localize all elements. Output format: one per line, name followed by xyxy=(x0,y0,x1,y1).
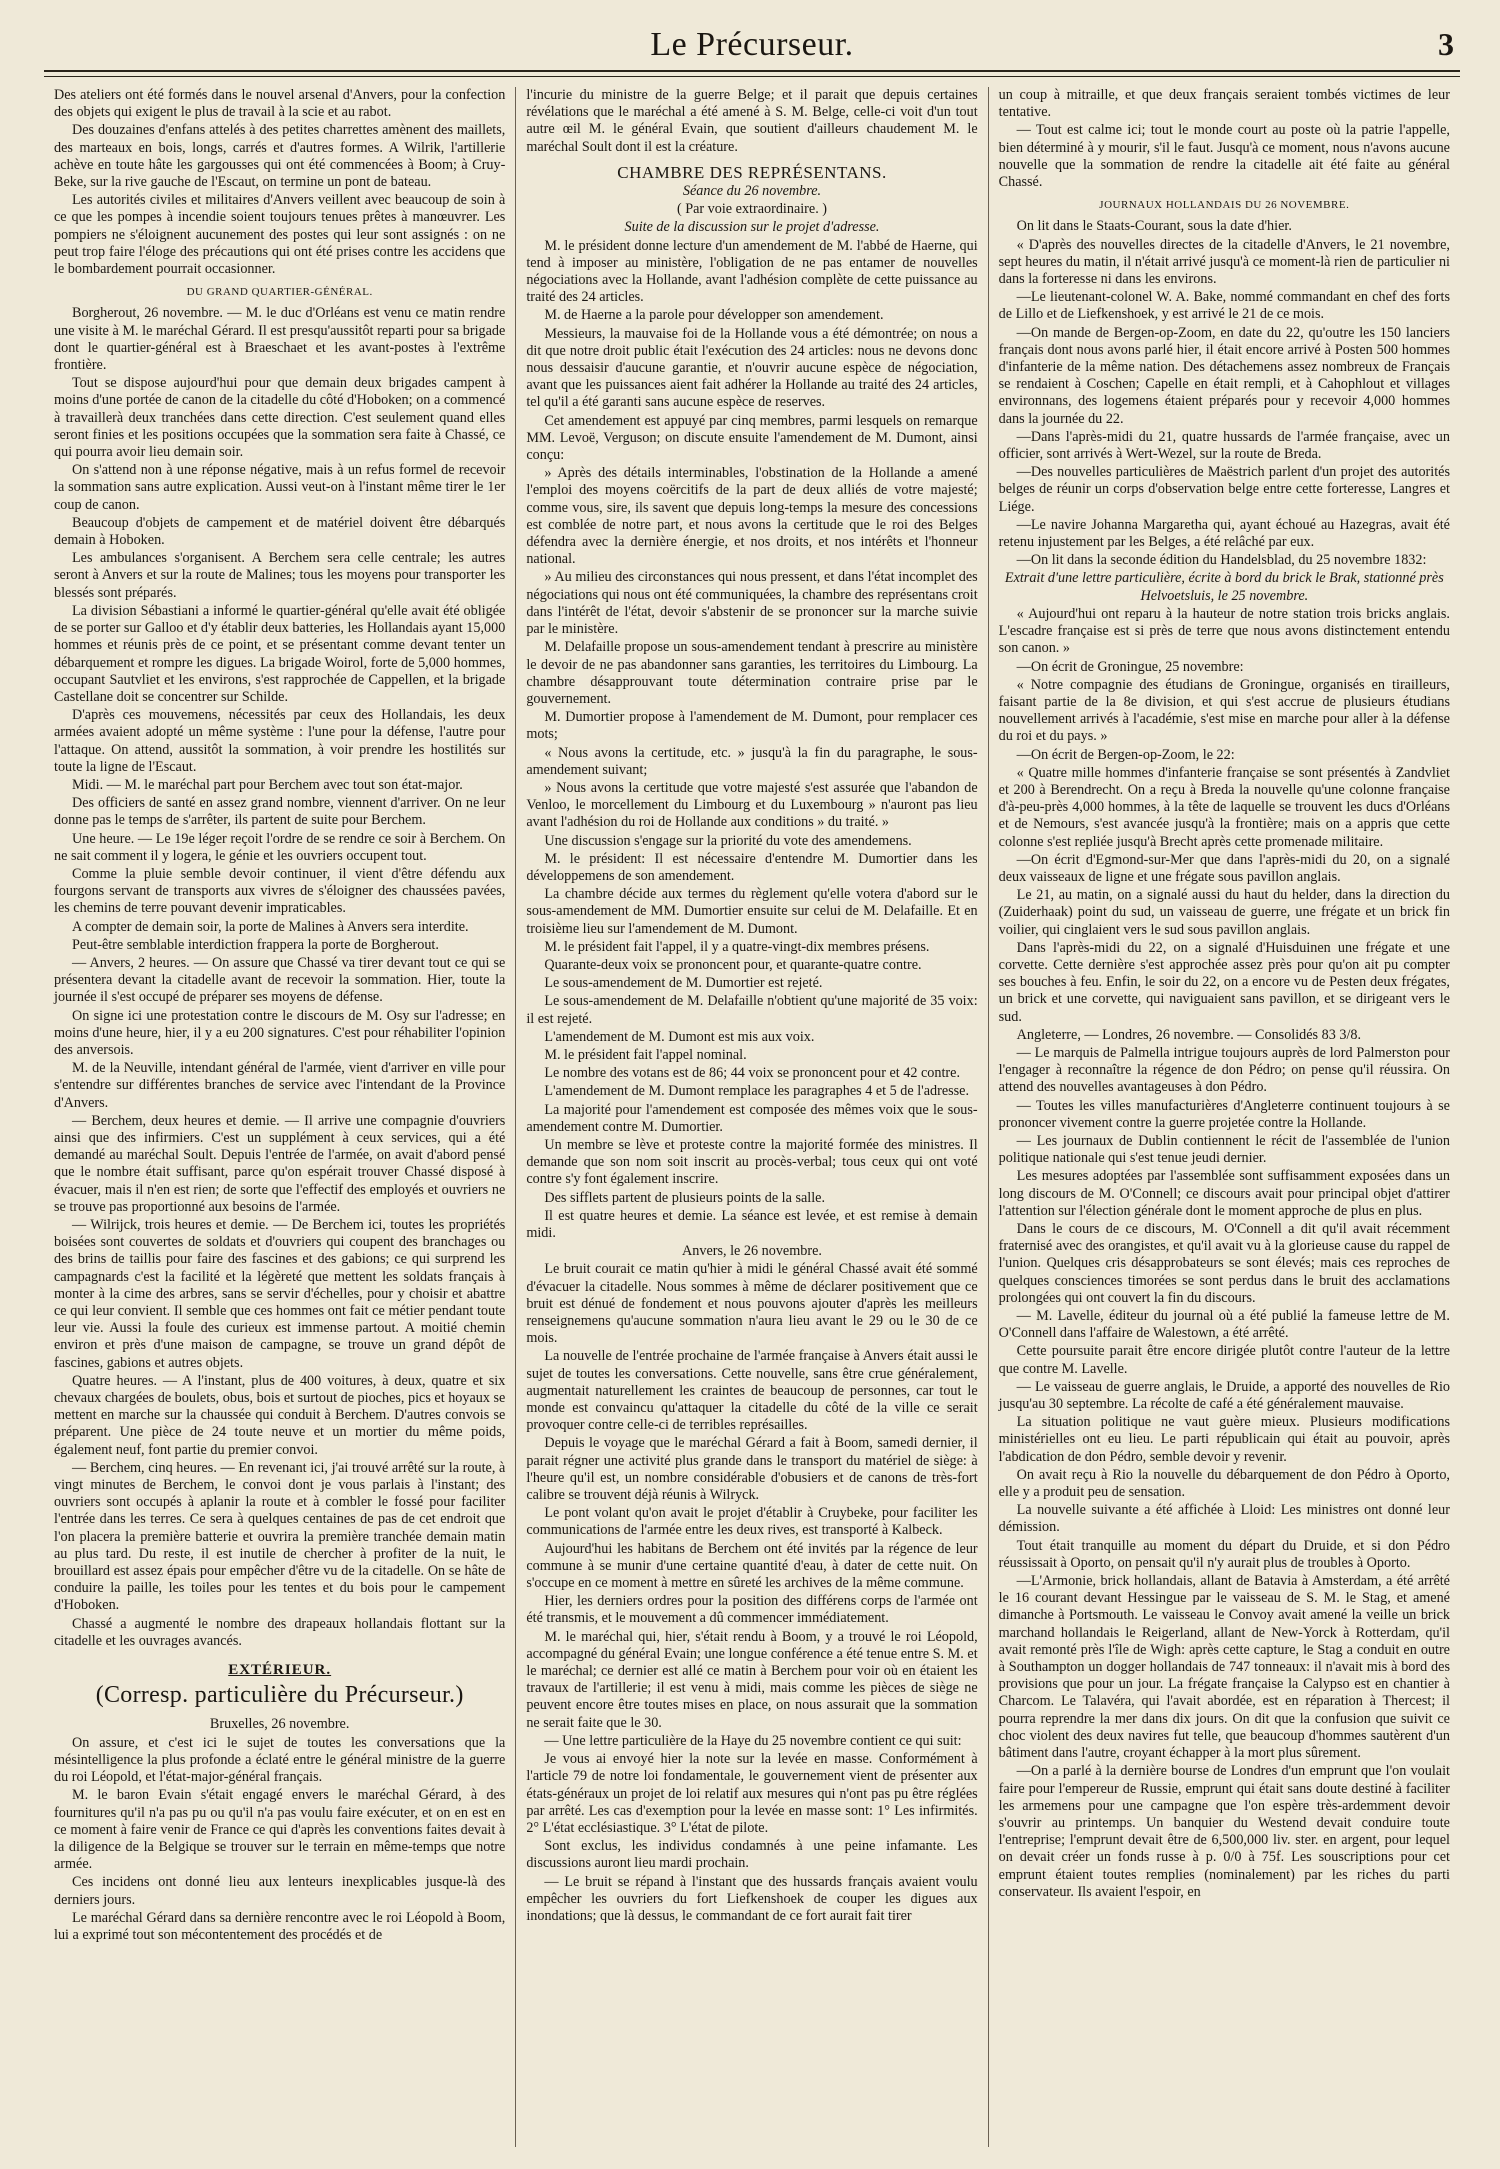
paragraph: Angleterre, — Londres, 26 novembre. — Consolidés 83 3/8. xyxy=(1016,1026,1362,1043)
dateline: Anvers, le 26 novembre. xyxy=(682,1243,822,1260)
paragraph: Une discussion s'engage sur la priorité du vote des amendemens. xyxy=(544,832,912,849)
paragraph: —On lit dans la seconde édition du Handelsblad, du 25 novembre 1832: xyxy=(1016,552,1427,569)
paragraph: Dans le cours de ce discours, M. O'Connell a dit qu'il avait récemment fraternisé avec des orangistes, et qu'il avait vu à la glorieuse cause du rappel de l'union. Quelques cris désapprobateurs se sont élevés; mais ces reproches de quelques consciences timorées se sont perdus dans le bruit des acclamations prolongées qui ont couvert la fin du discours. xyxy=(998,1221,1450,1306)
column-3 xyxy=(988,87,1460,2147)
paragraph: Tout se dispose aujourd'hui pour que demain deux brigades campent à moins d'une portée de canon de la citadelle du côté d'Hoboken; on a commencé à travaillerà deux tranchées dans cette direction. C'est seulement quand elles seront finies et les positions occupées que la sommation sera faite à Chassé, ce qui pourra avoir lieu demain soir. xyxy=(54,375,506,461)
paragraph: Quatre heures. — A l'instant, plus de 400 voitures, à deux, quatre et six chevaux chargées de boulets, obus, bois et surtout de pioches, pics et hoyaux se mettent en marche sur la chaussée qui conduit à Berchem. D'autres convois se préparent. Une pièce de 24 toute neuve et un mortier du même poids, également neuf, font partie du premier convoi. xyxy=(54,1372,506,1458)
paragraph: Le maréchal Gérard dans sa dernière rencontre avec le roi Léopold à Boom, lui a exprimé tout son mécontentement des procédés et de xyxy=(54,1909,506,1943)
paragraph: Depuis le voyage que le maréchal Gérard a fait à Boom, samedi dernier, il parait régner une activité plus grande dans le transport du matériel de siège: à l'heure qu'il est, un nombre considérable d'obusiers et de canons de très-fort calibre se trouvent déjà réunis à Wilryck. xyxy=(526,1435,978,1504)
paragraph: Ces incidens ont donné lieu aux lenteurs inexplicables jusque-là des derniers jours. xyxy=(54,1874,506,1908)
paragraph: « Quatre mille hommes d'infanterie française se sont présentés à Zandvliet et 200 à Berendrecht. On a reçu à Breda la nouvelle qu'une colonne française d'à-peu-près 4,000 hommes, à la tête de laquelle se trouvent les ducs d'Orléans et de Nemours, s'est avancée jusqu'à la frontière; mais on a appris que cette colonne s'est repliée jusqu'à Brecht après cette promenade militaire. xyxy=(998,764,1450,850)
paragraph: —Le navire Johanna Margaretha qui, ayant échoué au Hazegras, avait été retenu injustement par les Belges, a été relâché par eux. xyxy=(998,516,1450,551)
paragraph: l'incurie du ministre de la guerre Belge; et il parait que depuis certaines révélations que le maréchal a été amené à S. M. Belge, celle-ci voit d'un tout autre œil M. le général Evain, que soutient d'ailleurs chaudement M. le maréchal Soult dont il est la créature. xyxy=(526,87,978,155)
paragraph: Cet amendement est appuyé par cinq membres, parmi lesquels on remarque MM. Levoë, Verguson; on discute ensuite l'amendement de M. Dumont, ainsi conçu: xyxy=(526,412,978,464)
paragraph: » Nous avons la certitude que votre majesté s'est assurée que l'abandon de Venloo, le morcellement du Limbourg et du Luxembourg » n'auront pas lieu avant l'adhésion du roi de Hollande aux conditions » du traité. » xyxy=(526,779,978,831)
paragraph: La nouvelle de l'entrée prochaine de l'armée française à Anvers était aussi le sujet de toutes les conversations. Cette nouvelle, sans être crue généralement, augmentait naturellement les craintes de beaucoup de personnes, car tout le monde est convaincu qu'attaquer la citadelle du côté de la ville ce serait provoquer contre celle-ci de terribles représailles. xyxy=(526,1348,978,1434)
masthead-rule xyxy=(44,72,1460,77)
session-date: Séance du 26 novembre. xyxy=(682,183,822,200)
paragraph: Borgherout, 26 novembre. — M. le duc d'Orléans est venu ce matin rendre une visite à M. le maréchal Gérard. Il est presqu'aussitôt reparti pour sa brigade dont le quartier-général est à Braeschaet et les avant-postes à l'extrême frontière. xyxy=(54,305,506,374)
column-2 xyxy=(515,87,987,2147)
paragraph: Le nombre des votans est de 86; 44 voix se prononcent pour et 42 contre. xyxy=(544,1065,960,1082)
paragraph: Le sous-amendement de M. Delafaille n'obtient qu'une majorité de 35 voix: il est rejeté. xyxy=(526,993,978,1027)
paragraph: » Après des détails interminables, l'obstination de la Hollande a amené l'emploi des moyens coërcitifs de la part de deux alliés de votre majesté; comme vous, sire, ils savent que depuis long-temps la mesure des concessions est comblée de notre part, et nous avons la certitude que le roi des Belges défendra avec la dernière énergie, et nos droits, et nos intérêts et l'honneur national. xyxy=(526,465,978,568)
paragraph: — Anvers, 2 heures. — On assure que Chassé va tirer devant tout ce qui se présentera devant la citadelle avant de recevoir la sommation. Hier, toute la journée il s'est occupé de préparer ses moyens de défense. xyxy=(54,954,506,1006)
session-note: ( Par voie extraordinaire. ) xyxy=(676,201,828,218)
paragraph: Des sifflets partent de plusieurs points de la salle. xyxy=(544,1189,825,1206)
paragraph: —Dans l'après-midi du 21, quatre hussards de l'armée française, avec un officier, sont arrivés à Wert-Wezel, sur la route de Breda. xyxy=(998,428,1450,463)
paragraph: Tout était tranquille au moment du départ du Druide, et si don Pédro réussissait à Oporto, on pensait qu'il n'y aurait plus de troubles à Oporto. xyxy=(998,1537,1450,1571)
paragraph: —On écrit de Bergen-op-Zoom, le 22: xyxy=(1016,746,1235,763)
paragraph: Les ambulances s'organisent. A Berchem sera celle centrale; les autres seront à Anvers et sur la route de Malines; tous les moyens pour transporter les blessés sont préparés. xyxy=(54,550,506,601)
paragraph: — Une lettre particulière de la Haye du 25 novembre contient ce qui suit: xyxy=(544,1732,962,1749)
paragraph: Le sous-amendement de M. Dumortier est rejeté. xyxy=(544,975,823,992)
column-1 xyxy=(44,87,515,2147)
paragraph: — Les journaux de Dublin contiennent le récit de l'assemblée de l'union politique nationale qui s'est tenue jeudi dernier. xyxy=(998,1132,1450,1167)
paragraph: —On écrit de Groningue, 25 novembre: xyxy=(1016,658,1244,675)
paragraph: La nouvelle suivante a été affichée à Lloid: Les ministres ont donné leur démission. xyxy=(998,1502,1450,1536)
paragraph: Les autorités civiles et militaires d'Anvers veillent avec beaucoup de soin à ce que les pompes à incendie soient toujours tenues prêtes à manœuvrer. Les pompiers ne s'éloignent aucunement des postes qui leur sont assignés : on ne peut trop faire l'éloge des précautions qui ont été prises contre les accidens que le bombardement pourrait occasionner. xyxy=(54,192,506,278)
paragraph: Cette poursuite parait être encore dirigée plutôt contre l'auteur de la lettre que contre M. Lavelle. xyxy=(998,1343,1450,1377)
paragraph: Des ateliers ont été formés dans le nouvel arsenal d'Anvers, pour la confection des objets qui exigent le plus de travail à la scie et au rabot. xyxy=(54,87,506,121)
paragraph: — Berchem, cinq heures. — En revenant ici, j'ai trouvé arrêté sur la route, à vingt minutes de Berchem, le convoi dont je vous parlais à l'instant; des ouvriers sont occupés à aplanir la route et à combler le fossé pour faciliter l'entrée dans les terres. Ce sera à quelques centaines de pas de cet endroit que l'on placera la première batterie et ouvrira la première tranchée demain matin au plus tard. Du reste, il est inutile de chercher à profiter de la nuit, le brouillard est assez épais pour empêcher d'être vu de la citadelle. On se hâte de conduire la paille, les toiles pour les tentes et du bois pour le campement d'Hoboken. xyxy=(54,1459,506,1614)
paragraph: La division Sébastiani a informé le quartier-général qu'elle avait été obligée de se porter sur Galloo et d'y établir deux batteries, les Hollandais ayant 15,000 hommes et réunis près de ce point, et se présentant comme devant tenter un débarquement et rompre les digues. La brigade Woirol, forte de 5,000 hommes, occupant Sautvliet et les environs, s'est rapprochée de Cappellen, et la brigade Castellane doit se concentrer sur Schilde. xyxy=(54,602,506,705)
paragraph: L'amendement de M. Dumont remplace les paragraphes 4 et 5 de l'adresse. xyxy=(544,1083,969,1100)
paragraph: Une heure. — Le 19e léger reçoit l'ordre de se rendre ce soir à Berchem. On ne sait comment il y logera, le génie et les ouvriers occupent tout. xyxy=(54,830,506,864)
paragraph: Hier, les derniers ordres pour la position des différens corps de l'armée ont été transmis, et le mouvement a dû commencer immédiatement. xyxy=(526,1593,978,1627)
letter-heading: Extrait d'une lettre particulière, écrite à bord du brick le Brak, stationné près Helvoetsluis, le 25 novembre. xyxy=(1004,570,1444,604)
paragraph: M. le président: Il est nécessaire d'entendre M. Dumortier dans les développemens de son amendement. xyxy=(526,850,978,884)
correspondence-heading: (Corresp. particulière du Précurseur.) xyxy=(95,1682,464,1709)
paragraph: Comme la pluie semble devoir continuer, il vient d'être défendu aux fourgons servant de transports aux vivres de s'éloigner des chaussées pavées, les chemins de terre pouvant devenir impraticables. xyxy=(54,865,506,917)
paragraph: M. le baron Evain s'était engagé envers le maréchal Gérard, à des fournitures qu'il n'a pas pu ou qu'il n'a pas voulu faire exécuter, et on en est en ce moment à faire venir de France ce qui d'après les conventions faites devait à la diligence de la Belgique se trouver sur le terrain en même-temps que notre armée. xyxy=(54,1787,506,1873)
paragraph: On s'attend non à une réponse négative, mais à un refus formel de recevoir la sommation sans autre explication. Aussi veut-on à l'instant même tirer le 1er coup de canon. xyxy=(54,462,506,513)
paragraph: Il est quatre heures et demie. La séance est levée, et est remise à demain midi. xyxy=(526,1207,978,1241)
paragraph: La majorité pour l'amendement est composée des mêmes voix que le sous-amendement contre M. Dumortier. xyxy=(526,1101,978,1135)
discussion-subtitle: Suite de la discussion sur le projet d'adresse. xyxy=(624,219,880,236)
paragraph: Quarante-deux voix se prononcent pour, et quarante-quatre contre. xyxy=(544,956,922,973)
section-heading: JOURNAUX HOLLANDAIS DU 26 NOVEMBRE. xyxy=(1099,199,1350,212)
paragraph: M. le président fait l'appel nominal. xyxy=(544,1046,747,1063)
paragraph: M. de Haerne a la parole pour développer son amendement. xyxy=(544,307,884,324)
paragraph: — Berchem, deux heures et demie. — Il arrive une compagnie d'ouvriers ainsi que des infirmiers. C'est un supplément à ceux services, qui a été demandé au maréchal Soult. Depuis l'entrée de l'armée, on avait d'abord pensé que le nombre était suffisant, parce qu'on espérait trouver Chassé disposé à évacuer, mais il n'en est rien; de sorte que l'effectif des employés et ouvriers ne se trouve pas proportionné aux besoins de l'armée. xyxy=(54,1112,506,1215)
paragraph: — Le marquis de Palmella intrigue toujours auprès de lord Palmerston pour l'engager à reconnaître la régence de don Pédro; on pense qu'il réussira. On attend des nouvelles avantageuses à don Pédro. xyxy=(998,1044,1450,1096)
section-heading: DU GRAND QUARTIER-GÉNÉRAL. xyxy=(186,286,373,299)
page-number: 3 xyxy=(1438,26,1454,62)
paragraph: Dans l'après-midi du 22, on a signalé d'Huisduinen une frégate et une corvette. Cette dernière s'est approchée assez près pour qu'on ait pu compter ses bouches à feu. Enfin, le soir du 22, on a encore vu de Pesten deux frégates, un brick et une corvette, qui naviguaient sans pavillon, et se dirigeant vers le sud. xyxy=(998,939,1450,1025)
paragraph: L'amendement de M. Dumont est mis aux voix. xyxy=(544,1028,815,1045)
columns xyxy=(44,87,1460,2147)
paragraph: Je vous ai envoyé hier la note sur la levée en masse. Conformément à l'article 79 de notre loi fondamentale, le gouvernement vient de présenter aux états-généraux un projet de loi relatif aux mesures qui n'ont pas pu être réglées par arrêté. Les cas d'exemption pour la levée en masse sont: 1° Les infirmités. 2° L'état ecclésiastique. 3° L'état de pilote. xyxy=(526,1751,978,1836)
paragraph: A compter de demain soir, la porte de Malines à Anvers sera interdite. xyxy=(72,918,469,935)
paragraph: Aujourd'hui les habitans de Berchem ont été invités par la régence de leur commune à se munir d'une certaine quantité d'eau, à dater de cette nuit. On s'occupe en ce moment à mettre en sûreté les archives de la même commune. xyxy=(526,1540,978,1592)
paragraph: Des douzaines d'enfans attelés à des petites charrettes amènent des maillets, des marteaux en bois, longs, carrés et d'autres formes. A Wilrik, l'artillerie achève en toute hâte les gargousses qui ont été commencées à Boom; à Cruy-Beke, sur la rive gauche de l'Escaut, on termine un pont de bateau. xyxy=(54,122,506,191)
paragraph: M. de la Neuville, intendant général de l'armée, vient d'arriver en ville pour s'entendre sur différentes branches de service avec l'intendant de la Province d'Anvers. xyxy=(54,1060,506,1111)
paragraph: —On a parlé à la dernière bourse de Londres d'un emprunt que l'on voulait faire pour l'empereur de Russie, emprunt qui était sans doute destiné à faciliter les armemens pour une campagne que l'on espère très-ardemment devoir s'ouvrir au printemps. Un banquier du Westend devait conduire toute l'entreprise; l'emprunt devait être de 6,500,000 liv. ster. en argent, pour lequel on devait créer un fonds russe à p. 0/0 à 75f. Les souscriptions pour cet emprunt étaient toutes remplies (nominalement) par les riches du parti conservateur. Ils avaient l'espoir, en xyxy=(998,1763,1450,1900)
exterieur-heading: EXTÉRIEUR. xyxy=(228,1662,332,1679)
newspaper-title: Le Précurseur. xyxy=(650,26,854,63)
paragraph: » Au milieu des circonstances qui nous pressent, et dans l'état incomplet des négociations qui nous ont été communiquées, la chambre des représentans croit dans l'intérêt de l'état, devoir s'abstenir de se prononcer sur la marche suivie par le ministère. xyxy=(526,569,978,638)
paragraph: Les mesures adoptées par l'assemblée sont suffisamment exposées dans un long discours de M. O'Connell; ce discours avait pour principal objet d'attirer l'attention sur l'élection générale dont le moment approche de plus en plus. xyxy=(998,1168,1450,1219)
paragraph: Le 21, au matin, on a signalé aussi du haut du helder, dans la direction du (Zuiderhaak) point du sud, un vaisseau de guerre, une frégate et un brick fin voilier, qui cinglaient vers le sud sous pavillon anglais. xyxy=(998,887,1450,938)
paragraph: M. le président fait l'appel, il y a quatre-vingt-dix membres présens. xyxy=(544,938,930,955)
paragraph: —Le lieutenant-colonel W. A. Bake, nommé commandant en chef des forts de Lillo et de Liefkenshoek, y est arrivé le 21 de ce mois. xyxy=(998,289,1450,323)
paragraph: M. Delafaille propose un sous-amendement tendant à prescrire au ministère le devoir de ne pas abandonner sans garanties, les territoires du Limbourg. La chambre désapprouvant toute détermination contraire prise par le gouvernement. xyxy=(526,639,978,707)
paragraph: D'après ces mouvemens, nécessités par ceux des Hollandais, les deux armées avaient adopté un même système : l'une pour la défense, l'autre pour l'attaque. On attend, aussitôt la sommation, à voir prendre les hostilités sur toute la ligne de l'Escaut. xyxy=(54,707,506,775)
paragraph: — Le bruit se répand à l'instant que des hussards français avaient voulu empêcher les ouvriers du fort Liefkenshoek de couper les digues aux inondations; que là dessus, le commandant de ce fort aurait fait tirer xyxy=(526,1873,978,1924)
paragraph: M. le maréchal qui, hier, s'était rendu à Boom, y a trouvé le roi Léopold, accompagné du général Evain; une longue conférence a été tenue entre S. M. et le maréchal; ce dernier est allé ce matin à Berchem pour voir où en étaient les travaux de l'artillerie; il est venu à midi, mais comme les pièces de siège ne peuvent encore être toutes mises en place, on nous assurait que la sommation ne serait faite que le 30. xyxy=(526,1628,978,1731)
paragraph: M. Dumortier propose à l'amendement de M. Dumont, pour remplacer ces mots; xyxy=(526,709,978,743)
paragraph: Le pont volant qu'on avait le projet d'établir à Cruybeke, pour faciliter les communications de l'armée entre les deux rives, est transporté à Kalbeck. xyxy=(526,1505,978,1539)
paragraph: —Des nouvelles particulières de Maëstrich parlent d'un projet des autorités belges de réunir un corps d'observation belge entre cette forteresse, Langres et Liége. xyxy=(998,464,1450,515)
paragraph: Des officiers de santé en assez grand nombre, viennent d'arriver. On ne leur donne pas le temps de s'arrêter, ils partent de suite pour Berchem. xyxy=(54,795,506,829)
paragraph: On lit dans le Staats-Courant, sous la date d'hier. xyxy=(1016,218,1292,235)
paragraph: Beaucoup d'objets de campement et de matériel doivent être débarqués demain à Hoboken. xyxy=(54,514,506,549)
paragraph: Le bruit courait ce matin qu'hier à midi le général Chassé avait été sommé d'évacuer la citadelle. Nous sommes à même de déclarer positivement que ce bruit est dénué de fondement et nous pouvons ajouter d'après les meilleurs renseignemens qu'aucune sommation n'aura lieu avant le 29 ou le 30 de ce mois. xyxy=(526,1261,978,1347)
paragraph: — Toutes les villes manufacturières d'Angleterre continuent toujours à se prononcer vivement contre la guerre projetée contre la Hollande. xyxy=(998,1097,1450,1131)
paragraph: On assure, et c'est ici le sujet de toutes les conversations que la mésintelligence la plus profonde a éclaté entre le général ministre de la guerre du roi Léopold, et l'état-major-général français. xyxy=(54,1734,506,1786)
paragraph: —On écrit d'Egmond-sur-Mer que dans l'après-midi du 20, on a signalé deux vaisseaux de ligne et une frégate sous pavillon anglais. xyxy=(998,851,1450,885)
paragraph: — Le vaisseau de guerre anglais, le Druide, a apporté des nouvelles de Rio jusqu'au 30 septembre. La récolte de café a été généralement mauvaise. xyxy=(998,1378,1450,1413)
paragraph: — Tout est calme ici; tout le monde court au poste où la patrie l'appelle, bien déterminé à y mourir, s'il le faut. Jusqu'à ce moment, nous n'avons aucune nouvelle que la sommation de rendre la citadelle ait été faite au général Chassé. xyxy=(998,122,1450,191)
dateline: Bruxelles, 26 novembre. xyxy=(209,1716,350,1733)
paragraph: —On mande de Bergen-op-Zoom, en date du 22, qu'outre les 150 lanciers français dont nous avons parlé hier, il était encore arrivé à Posten 500 hommes d'infanterie de la même nation. Des détachemens assez nombreux de Français se rendaient à Coschen; Capelle en était rempli, et à Cahophlout et villages environnans, des logemens étaient préparés pour y recevoir 4,000 hommes dans la journée du 22. xyxy=(998,324,1450,427)
chamber-heading: CHAMBRE DES REPRÉSENTANS. xyxy=(617,162,887,182)
paragraph: Chassé a augmenté le nombre des drapeaux hollandais flottant sur la citadelle et les ouvrages avancés. xyxy=(54,1615,506,1649)
paragraph: On avait reçu à Rio la nouvelle du débarquement de don Pédro à Oporto, elle y a produit peu de sensation. xyxy=(998,1466,1450,1501)
paragraph: —L'Armonie, brick hollandais, allant de Batavia à Amsterdam, a été arrêté le 16 courant devant Hessingue par le vaisseau de S. M. le Stag, et amené dimanche à Portsmouth. Le vaisseau le Convoy avait amené la veille un brick marchand hollandais le Reigerland, allant de New-Yorck à Rotterdam, qu'il avait remonté près l'île de Wigh: après cette capture, le Stag a conduit en outre à Southampton un dogger hollandais de 747 tonneaux: il n'avait mis à bord des provisions que pour un jour. La frégate française la Calypso est en chantier à Charcom. Le Talavéra, qui l'avait abordée, est en réparation à Thercest; il pourra reprendre la mer dans dix jours. On dit que la confusion que suivit ce choc violent des deux navires fut telle, que beaucoup d'hommes sautèrent d'un bâtiment dans l'autre, croyant échapper à la mort plus sûrement. xyxy=(998,1573,1450,1762)
paragraph: M. le président donne lecture d'un amendement de M. l'abbé de Haerne, qui tend à imposer au ministère, l'obligation de ne pas entamer de nouvelles négociations avec la Hollande, avant l'adhésion complète de cette puissance au traité des 24 articles. xyxy=(526,237,978,306)
paragraph: On signe ici une protestation contre le discours de M. Osy sur l'adresse; en moins d'une heure, hier, il y a eu 200 signatures. C'est pour réhabiliter l'opinion des anversois. xyxy=(54,1007,506,1058)
paragraph: Midi. — M. le maréchal part pour Berchem avec tout son état-major. xyxy=(72,776,463,793)
paragraph: Un membre se lève et proteste contre la majorité formée des ministres. Il demande que son nom soit inscrit au procès-verbal; tous ceux qui ont voté contre s'y font également inscrire. xyxy=(526,1136,978,1188)
paragraph: « D'après des nouvelles directes de la citadelle d'Anvers, le 21 novembre, sept heures du matin, il n'était arrivé jusqu'à ce moment-là rien de particulier ni dans la forteresse ni dans les environs. xyxy=(998,236,1450,288)
masthead xyxy=(44,26,1460,72)
paragraph: « Aujourd'hui ont reparu à la hauteur de notre station trois bricks anglais. L'escadre française est si près de terre que nous avons distinctement entendu son canon. » xyxy=(998,605,1450,657)
paragraph: un coup à mitraille, et que deux français seraient tombés victimes de leur tentative. xyxy=(998,87,1450,121)
paragraph: La chambre décide aux termes du règlement qu'elle votera d'abord sur le sous-amendement de MM. Dumortier ensuite sur celui de M. Delafaille. Et en troisième lieu sur l'amendement de M. Dumont. xyxy=(526,886,978,937)
paragraph: Peut-être semblable interdiction frappera la porte de Borgherout. xyxy=(72,936,439,953)
paragraph: La situation politique ne vaut guère mieux. Plusieurs modifications ministérielles ont eu lieu. Le parti républicain qui était au pouvoir, après l'abdication de don Pédro, semble devoir y revenir. xyxy=(998,1414,1450,1465)
paragraph: — M. Lavelle, éditeur du journal où a été publié la fameuse lettre de M. O'Connell dans l'affaire de Walestown, a été arrêté. xyxy=(998,1308,1450,1342)
paragraph: « Notre compagnie des étudians de Groningue, organisés en tirailleurs, faisant partie de la 8e division, et qui s'est accrue de plusieurs étudians nouvellement arrivés à l'académie, s'est mise en marche pour aller à la défense du roi et du pays. » xyxy=(998,676,1450,745)
paragraph: — Wilrijck, trois heures et demie. — De Berchem ici, toutes les propriétés boisées sont couvertes de soldats et d'ouvriers qui coupent des branchages ou des brins de taillis pour faire des fascines et des gabions; ce qui surprend les campagnards c'est la facilité et la légèreté que mettent les soldats français à monter à la cime des arbres, sans se servir d'échelles, pour y choisir et abattre ce qui leur convient. Il semble que ces hommes ont fait ce métier pendant toute leur vie. Aussi la foule des curieux est immense partout. A moitié chemin environ et près d'une maison de campagne, se trouve un grand dépôt de fascines, gabions et autres objets. xyxy=(54,1217,506,1371)
paragraph: « Nous avons la certitude, etc. » jusqu'à la fin du paragraphe, le sous-amendement suivant; xyxy=(526,744,978,778)
paragraph: Sont exclus, les individus condamnés à une peine infamante. Les discussions auront lieu mardi prochain. xyxy=(526,1838,978,1872)
paragraph: Messieurs, la mauvaise foi de la Hollande vous a été démontrée; on nous a dit que notre droit public était l'exécution des 24 articles: nous ne devons donc nous dessaisir d'aucune garantie, et n'ouvrir aucune espèce de négociation, avant que les puissances aient fait adhérer la Hollande au traité des 24 articles, tel qu'il a été garanti sans aucune espèce de reserves. xyxy=(526,325,978,411)
